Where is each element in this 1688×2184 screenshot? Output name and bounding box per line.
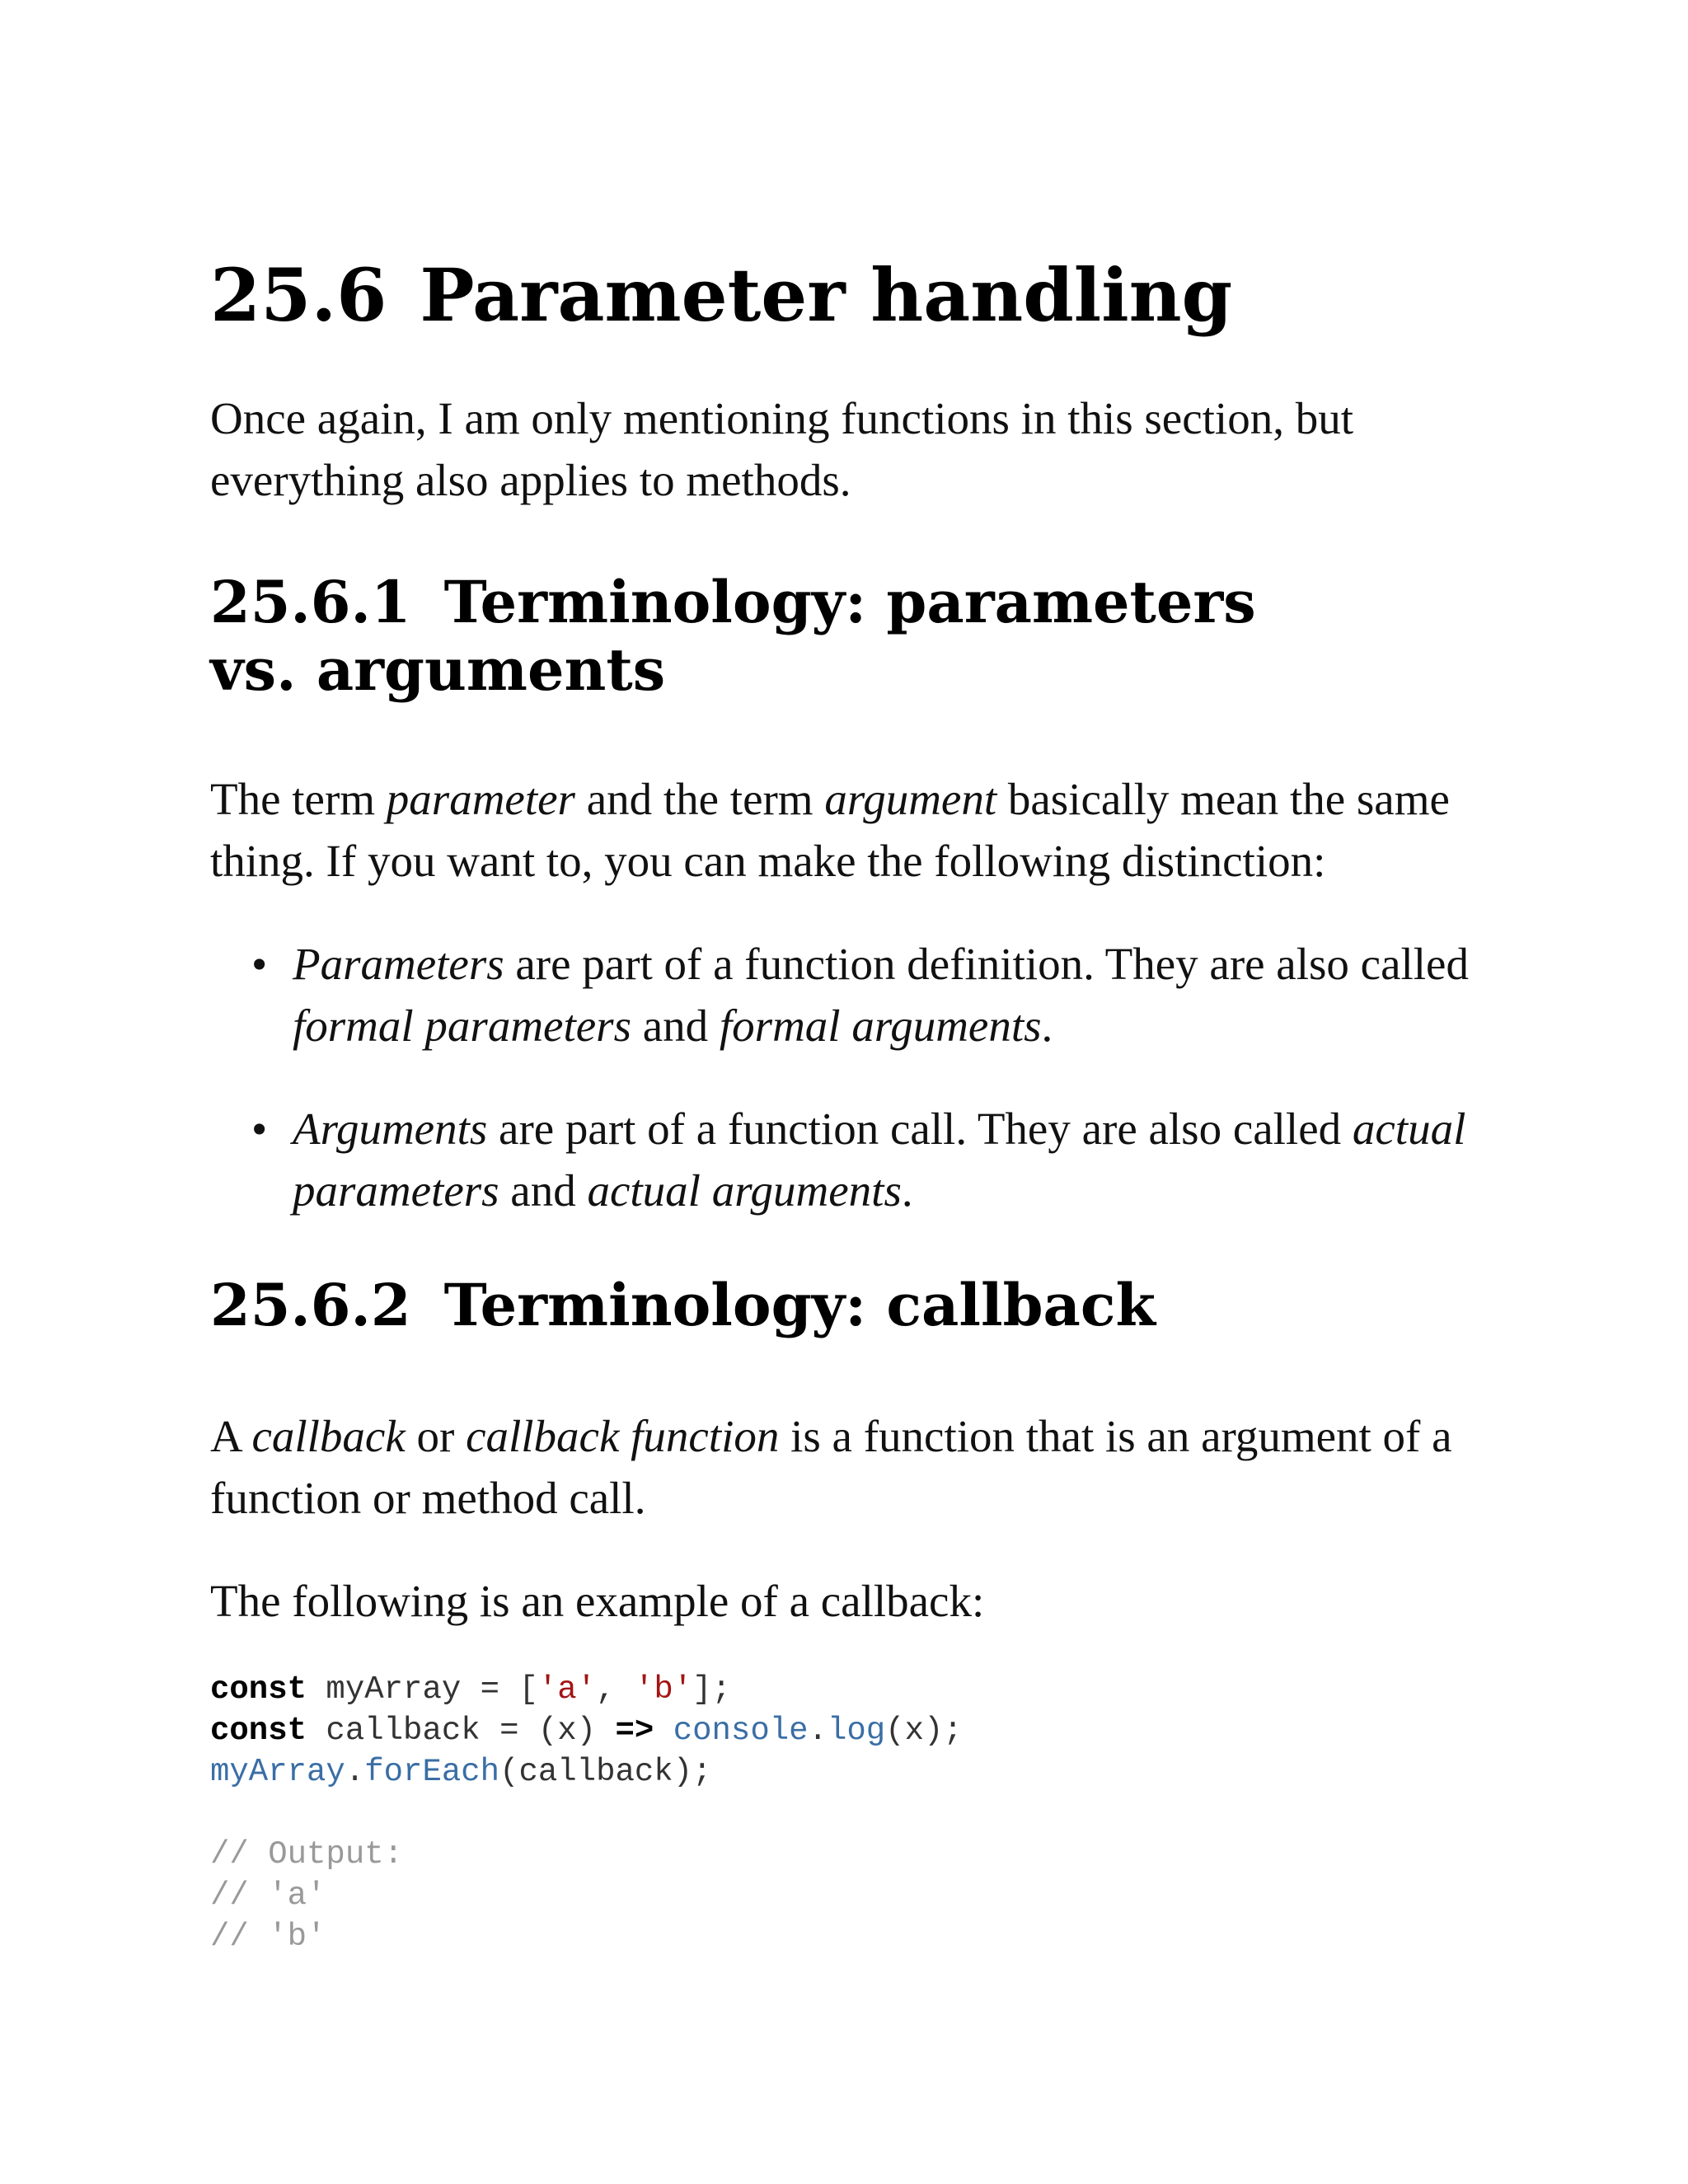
list-item [210,933,1479,1057]
code-text: (x); [885,1713,963,1749]
bullet-icon: • [251,939,268,989]
term-callback-function: callback function [466,1411,780,1461]
section-intro: Once again, I am only mentioning functions in this section, but everything also applies to methods. [210,393,1353,505]
term-callback: callback [251,1411,406,1461]
code-comment: // Output: [210,1836,404,1872]
text-run: or [405,1411,467,1461]
code-text: callback = (x) [307,1713,616,1749]
term: Arguments [293,1104,488,1154]
text-run: . [901,1165,913,1216]
code-text: ]; [692,1671,731,1708]
subsection-title-line1: Terminology: parameters [443,568,1256,636]
code-text [654,1713,673,1749]
subsection-number: 25.6.2 [210,1271,411,1339]
callback-definition-paragraph [210,1405,1479,1529]
code-string: 'a' [537,1671,597,1708]
term-parameter: parameter [386,774,575,824]
code-line-3 [210,1754,712,1790]
text-run: is a function that is an argument of a function or method call. [210,1411,1452,1523]
list-item [210,1098,1479,1221]
code-keyword: const [210,1713,307,1749]
code-line-2 [210,1713,963,1749]
code-comment: // 'b' [210,1919,326,1955]
term: formal arguments [719,1001,1042,1051]
code-keyword: const [210,1671,307,1708]
subsection-heading-terminology-callback [210,1272,1156,1339]
code-string: 'b' [634,1671,693,1708]
distinction-list [210,933,1479,1221]
section-title: Parameter handling [420,252,1233,338]
code-line-1 [210,1671,731,1708]
text-run: . [1041,1001,1053,1051]
bullet-icon: • [251,1104,268,1154]
code-text: myArray = [ [307,1671,538,1708]
subsection-title-line2: vs. arguments [210,635,666,704]
text-run: A [210,1411,252,1461]
subsection-number: 25.6.1 [210,568,411,636]
term: Parameters [293,939,504,989]
code-identifier: console [673,1713,809,1749]
terminology-paragraph [210,768,1463,892]
subsection-title: Terminology: callback [443,1271,1156,1339]
section-heading [210,251,1232,340]
code-text: (callback); [499,1754,712,1790]
subsection-heading-terminology-parameters [210,569,1256,704]
text-run: are part of a function call. They are also called [487,1104,1353,1154]
text-run: and the term [574,774,825,824]
text-run: and [499,1165,588,1216]
text-run: The term [210,774,387,824]
code-identifier: forEach [364,1754,500,1790]
text-run: basically mean the same thing. If you want to, you can make the following distinction: [210,774,1450,886]
text-run: and [631,1001,720,1051]
term-argument: argument [824,774,997,824]
code-text: . [808,1713,828,1749]
code-identifier: log [827,1713,886,1749]
code-identifier: myArray [210,1754,345,1790]
term: formal parameters [293,1001,631,1051]
term: actual parameters [293,1104,1466,1216]
term: actual arguments [587,1165,902,1216]
section-number: 25.6 [210,252,387,338]
callback-example-intro: The following is an example of a callback: [210,1576,985,1626]
code-comment: // 'a' [210,1877,326,1914]
code-text: , [596,1671,635,1708]
text-run: are part of a function definition. They are also called [504,939,1469,989]
code-block [210,1669,963,1957]
code-arrow: => [615,1713,654,1749]
code-text: . [345,1754,365,1790]
